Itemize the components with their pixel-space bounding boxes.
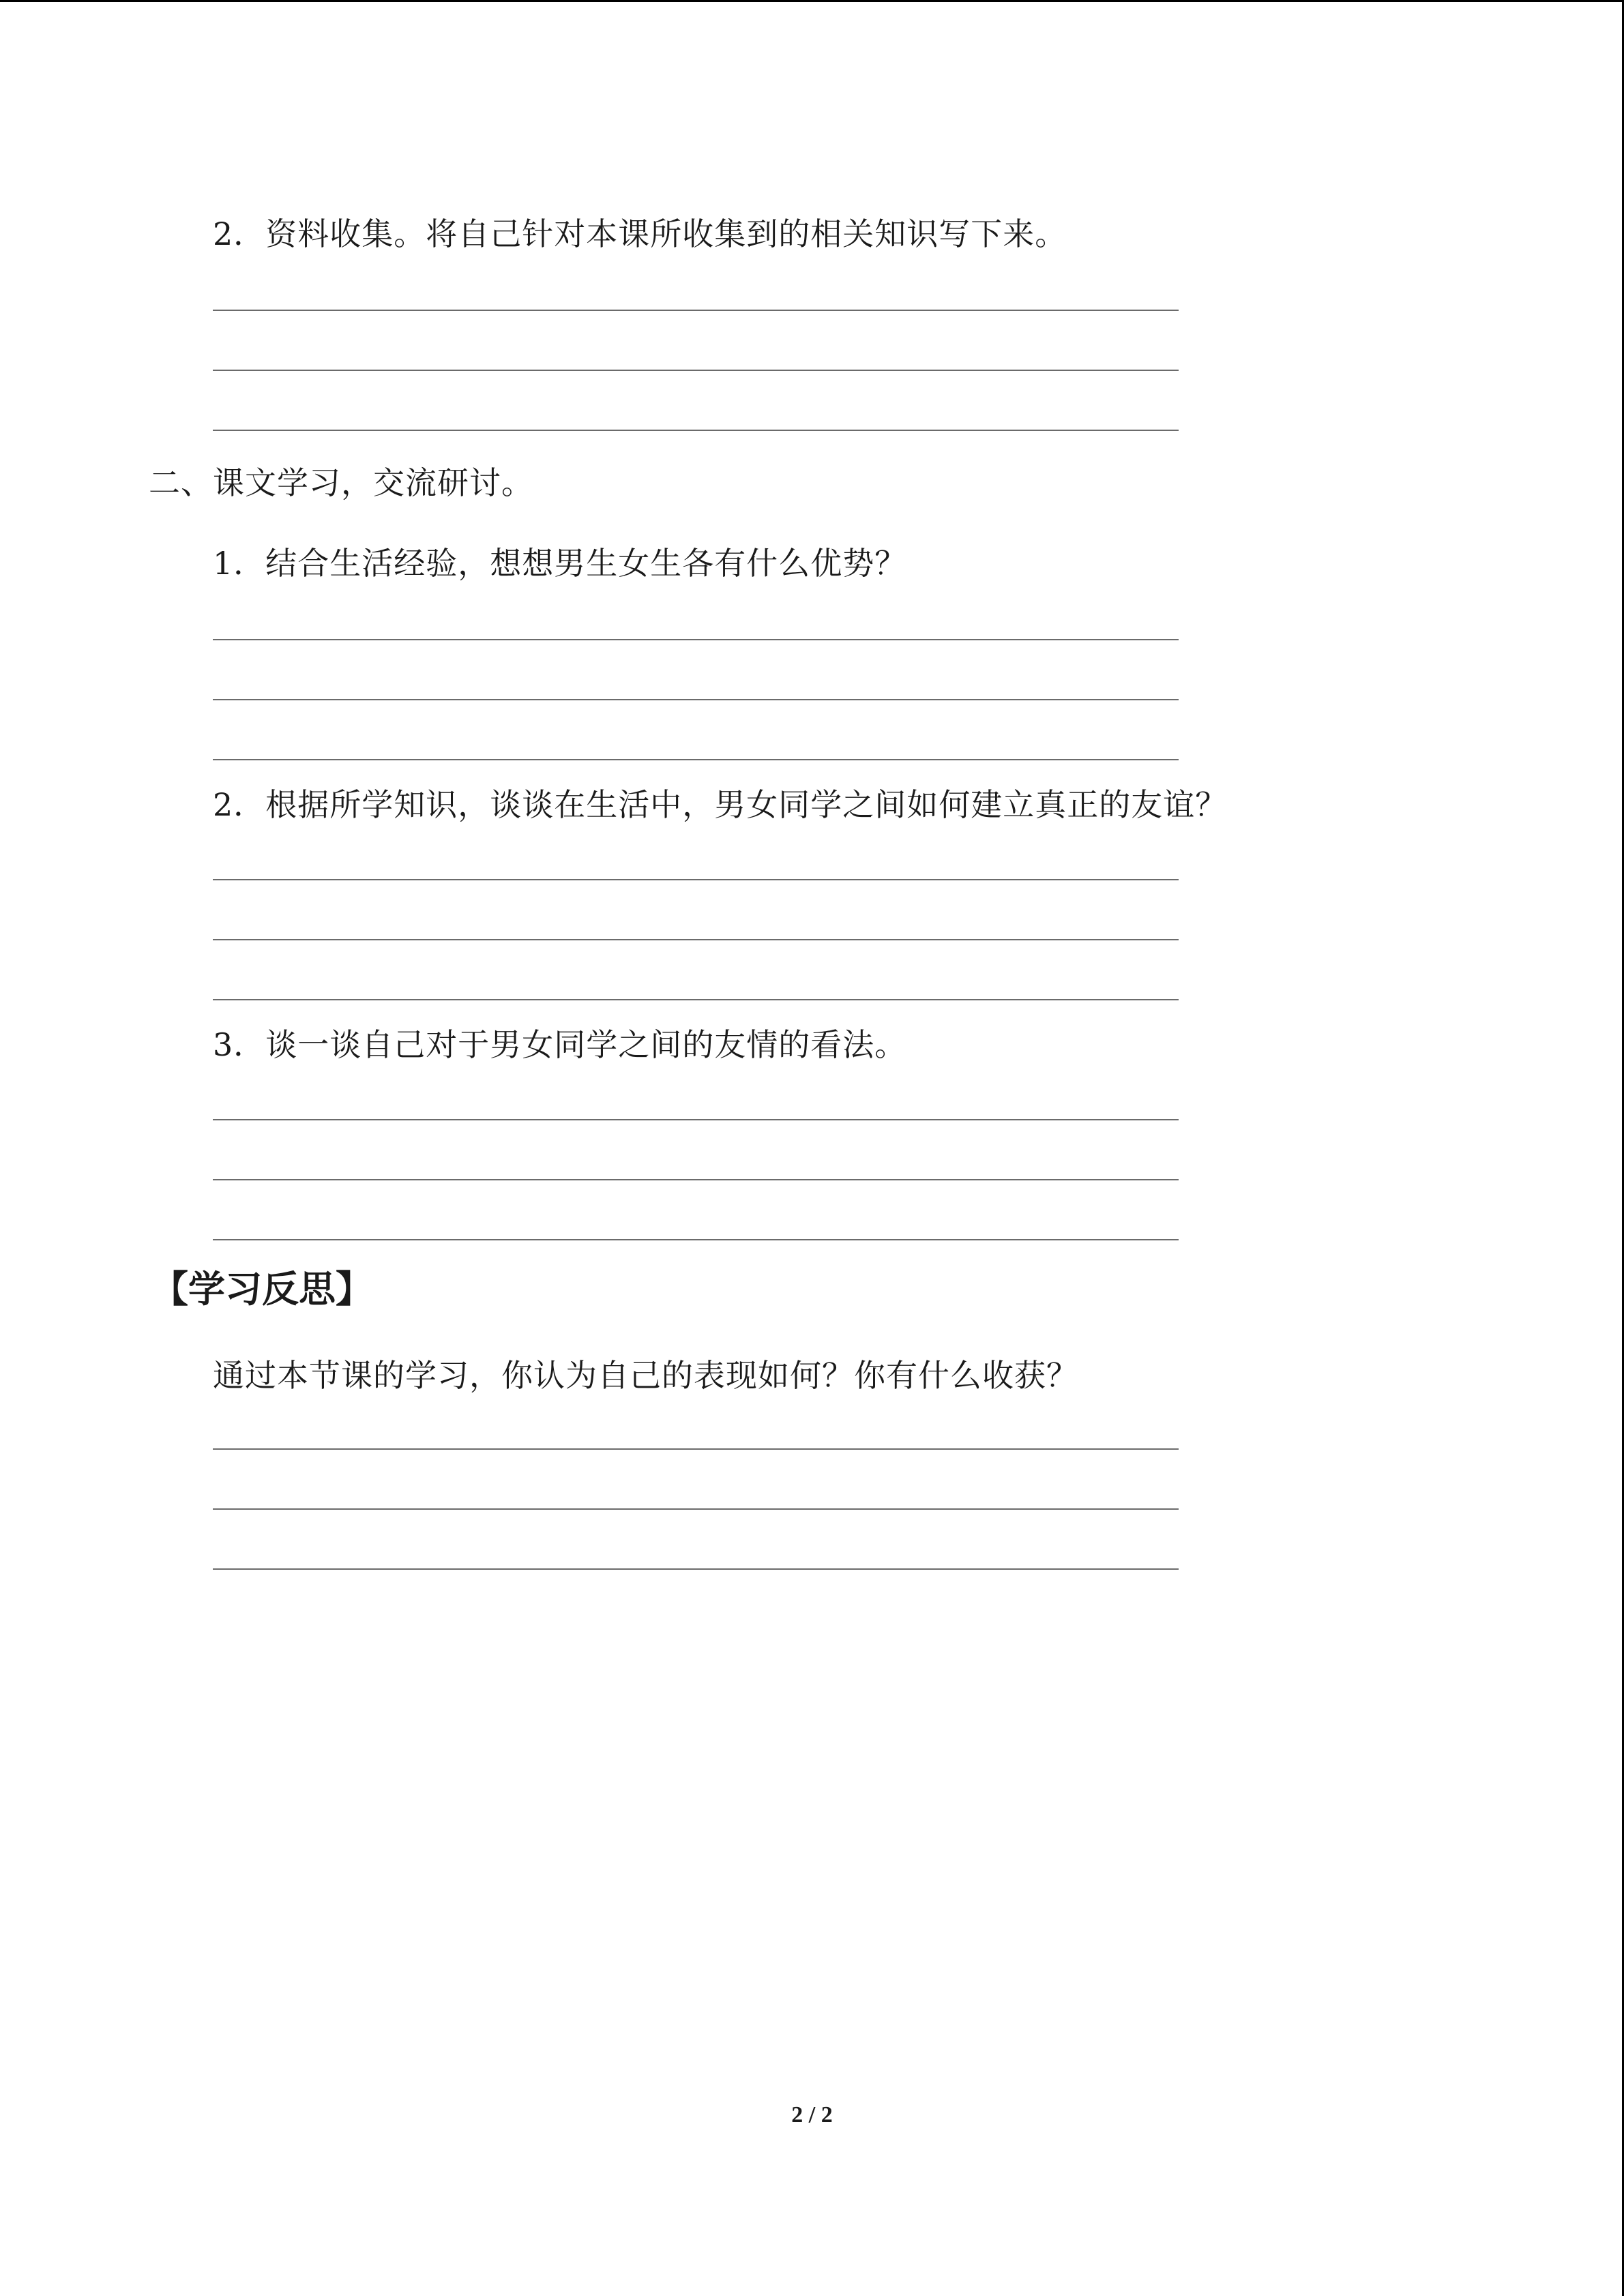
section-two-heading: 二、课文学习，交流研讨。 bbox=[149, 464, 533, 501]
page-number: 2 / 2 bbox=[791, 2102, 833, 2128]
answer-line[interactable] bbox=[213, 310, 1179, 311]
answer-line[interactable] bbox=[213, 1508, 1179, 1510]
answer-line[interactable] bbox=[213, 1119, 1179, 1120]
page-border-top bbox=[0, 0, 1624, 2]
reflection-prompt: 通过本节课的学习，你认为自己的表现如何？你有什么收获？ bbox=[213, 1357, 1078, 1394]
question-resource-collection: 2．资料收集。将自己针对本课所收集到的相关知识写下来。 bbox=[213, 215, 1067, 252]
answer-line[interactable] bbox=[213, 879, 1179, 880]
answer-line[interactable] bbox=[213, 430, 1179, 431]
question-2: 2．根据所学知识，谈谈在生活中，男女同学之间如何建立真正的友谊？ bbox=[213, 786, 1228, 823]
answer-line[interactable] bbox=[213, 639, 1179, 640]
answer-line[interactable] bbox=[213, 939, 1179, 940]
answer-line[interactable] bbox=[213, 1448, 1179, 1450]
answer-line[interactable] bbox=[213, 370, 1179, 371]
answer-line[interactable] bbox=[213, 759, 1179, 760]
question-1: 1．结合生活经验，想想男生女生各有什么优势？ bbox=[213, 545, 907, 582]
answer-line[interactable] bbox=[213, 1179, 1179, 1180]
answer-line[interactable] bbox=[213, 999, 1179, 1000]
question-3: 3．谈一谈自己对于男女同学之间的友情的看法。 bbox=[213, 1026, 907, 1063]
answer-line[interactable] bbox=[213, 1239, 1179, 1240]
reflection-heading: 【学习反思】 bbox=[151, 1268, 372, 1311]
answer-line[interactable] bbox=[213, 1568, 1179, 1570]
answer-line[interactable] bbox=[213, 699, 1179, 700]
